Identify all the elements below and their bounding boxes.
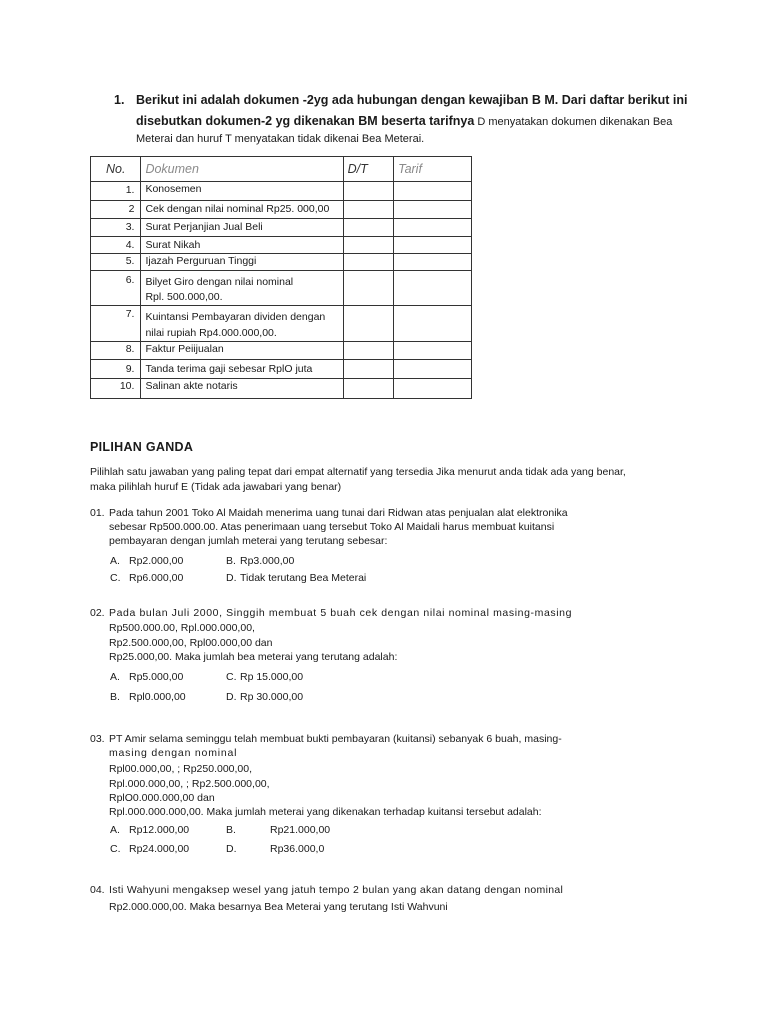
row-dt-cell[interactable] [343, 360, 393, 379]
question-text-line: Rpl.000.000.000,00. Maka jumlah meterai yang dikenakan terhadap kuitansi tersebut adalah: [109, 806, 542, 818]
row-dokumen-line-2: Rpl. 500.000,00. [145, 291, 223, 303]
option-text[interactable]: Tidak terutang Bea Meterai [240, 572, 367, 584]
row-tarif-cell[interactable] [394, 379, 472, 399]
row-dt-cell[interactable] [343, 342, 393, 360]
question-1-number: 1. [114, 93, 125, 107]
section-title: PILIHAN GANDA [90, 440, 194, 454]
option-text[interactable]: Rp 15.000,00 [240, 671, 304, 683]
option-letter: B. [226, 555, 236, 567]
header-dt: D/T [343, 157, 393, 182]
question-text-line: Rpl00.000,00, ; Rp250.000,00, [109, 763, 253, 775]
option-letter: B. [110, 691, 120, 703]
row-tarif-cell[interactable] [394, 201, 472, 219]
row-dokumen: Faktur Peiijualan [141, 342, 343, 360]
question-number: 04. [90, 884, 105, 896]
row-dokumen: Tanda terima gaji sebesar RplO juta [141, 360, 343, 379]
option-letter: A. [110, 555, 120, 567]
table-row [91, 342, 472, 360]
row-no: 7. [91, 306, 141, 342]
row-tarif-cell[interactable] [394, 360, 472, 379]
option-letter: C. [110, 843, 121, 855]
option-text[interactable]: Rp6.000,00 [129, 572, 184, 584]
question-1-line-2-bold: disebutkan dokumen-2 yg dikenakan BM beserta tarifnya [136, 114, 475, 128]
table-row [91, 306, 472, 342]
row-dt-cell[interactable] [343, 254, 393, 271]
option-text[interactable]: Rp24.000,00 [129, 843, 190, 855]
header-no: No. [91, 157, 141, 182]
row-dokumen: Cek dengan nilai nominal Rp25. 000,00 [141, 201, 343, 219]
instructions-line-1: Pilihlah satu jawaban yang paling tepat dari empat alternatif yang tersedia Jika menurut anda tidak ada yang benar, [90, 466, 626, 478]
table-row [91, 360, 472, 379]
question-text-line: masing dengan nominal [109, 747, 238, 759]
row-tarif-cell[interactable] [394, 254, 472, 271]
row-tarif-cell[interactable] [394, 342, 472, 360]
row-dokumen [141, 306, 343, 342]
option-text[interactable]: Rpl0.000,00 [129, 691, 186, 703]
question-text-line: Rp500.000.00, Rpl.000.000,00, [109, 622, 255, 634]
question-text-line: PT Amir selama seminggu telah membuat bukti pembayaran (kuitansi) sebanyak 6 buah, masing- [109, 733, 562, 745]
option-letter: D. [226, 572, 237, 584]
table-row [91, 237, 472, 254]
table-row [91, 219, 472, 237]
question-text-line: Pada bulan Juli 2000, Singgih membuat 5 buah cek dengan nilai nominal masing-masing [109, 607, 573, 619]
row-tarif-cell[interactable] [394, 306, 472, 342]
row-tarif-cell[interactable] [394, 271, 472, 306]
table-row [91, 182, 472, 201]
question-1-line-2 [136, 114, 672, 128]
table-row [91, 271, 472, 306]
question-text-line: pembayaran dengan jumlah meterai yang terutang sebesar: [109, 535, 388, 547]
row-dokumen-line-2: nilai rupiah Rp4.000.000,00. [145, 327, 277, 339]
row-dt-cell[interactable] [343, 219, 393, 237]
question-1-line-2-rest: D menyatakan dokumen dikenakan Bea [474, 116, 673, 128]
row-dt-cell[interactable] [343, 201, 393, 219]
row-dokumen: Konosemen [141, 182, 343, 201]
question-1-line-3: Meterai dan huruf T menyatakan tidak dikenai Bea Meterai. [136, 133, 425, 145]
option-text[interactable]: Rp21.000,00 [270, 824, 331, 836]
option-letter: A. [110, 824, 120, 836]
row-dokumen: Surat Nikah [141, 237, 343, 254]
row-dt-cell[interactable] [343, 182, 393, 201]
row-dt-cell[interactable] [343, 306, 393, 342]
row-no: 5. [91, 254, 141, 271]
option-text[interactable]: Rp5.000,00 [129, 671, 184, 683]
row-tarif-cell[interactable] [394, 182, 472, 201]
option-text[interactable]: Rp12.000,00 [129, 824, 190, 836]
row-tarif-cell[interactable] [394, 237, 472, 254]
row-no: 3. [91, 219, 141, 237]
question-1-line-1: Berikut ini adalah dokumen -2yg ada hubungan dengan kewajiban B M. Dari daftar berikut ini [136, 93, 688, 107]
row-dokumen [141, 271, 343, 306]
row-no: 1. [91, 182, 141, 201]
row-dokumen-line-1: Bilyet Giro dengan nilai nominal [145, 276, 294, 288]
question-text-line: sebesar Rp500.000.00. Atas penerimaan uang tersebut Toko Al Maidali harus membuat kuitansi [109, 521, 555, 533]
header-tarif: Tarif [394, 157, 472, 182]
question-text-line: Rpl.000.000,00, ; Rp2.500.000,00, [109, 778, 270, 790]
table-row [91, 254, 472, 271]
option-text[interactable]: Rp2.000,00 [129, 555, 184, 567]
option-letter: C. [110, 572, 121, 584]
document-table [90, 156, 472, 399]
row-no: 9. [91, 360, 141, 379]
option-letter: B. [226, 824, 236, 836]
question-text-line: Rp2.000.000,00. Maka besarnya Bea Meterai yang terutang Isti Wahvuni [109, 901, 448, 913]
table-row [91, 379, 472, 399]
row-dt-cell[interactable] [343, 271, 393, 306]
question-text-line: Isti Wahyuni mengaksep wesel yang jatuh tempo 2 bulan yang akan datang dengan nominal [109, 884, 564, 896]
row-dokumen-line-1: Kuintansi Pembayaran dividen dengan [145, 311, 326, 323]
table-header-row [91, 157, 472, 182]
header-dokumen: Dokumen [141, 157, 343, 182]
question-number: 01. [90, 507, 105, 519]
row-dokumen: Ijazah Perguruan Tinggi [141, 254, 343, 271]
row-no: 8. [91, 342, 141, 360]
option-letter: D. [226, 843, 237, 855]
question-number: 02. [90, 607, 105, 619]
table-row [91, 201, 472, 219]
row-dt-cell[interactable] [343, 237, 393, 254]
row-no: 10. [91, 379, 141, 399]
option-letter: A. [110, 671, 120, 683]
question-text-line: Rp2.500.000,00, Rpl00.000,00 dan [109, 637, 273, 649]
question-text-line: RplO0.000.000,00 dan [109, 792, 215, 804]
question-text-line: Rp25.000,00. Maka jumlah bea meterai yang terutang adalah: [109, 651, 398, 663]
row-no: 4. [91, 237, 141, 254]
option-letter: C. [226, 671, 237, 683]
row-dokumen: Salinan akte notaris [141, 379, 343, 399]
question-text-line: Pada tahun 2001 Toko Al Maidah menerima uang tunai dari Ridwan atas penjualan alat elektronika [109, 507, 568, 519]
row-no: 6. [91, 271, 141, 306]
row-tarif-cell[interactable] [394, 219, 472, 237]
row-no: 2 [91, 201, 141, 219]
row-dokumen: Surat Perjanjian Jual Beli [141, 219, 343, 237]
option-text[interactable]: Rp36.000,0 [270, 843, 325, 855]
option-text[interactable]: Rp 30.000,00 [240, 691, 304, 703]
instructions-line-2: maka pilihlah huruf E (Tidak ada jawabari yang benar) [90, 481, 342, 493]
option-letter: D. [226, 691, 237, 703]
question-number: 03. [90, 733, 105, 745]
option-text[interactable]: Rp3.000,00 [240, 555, 295, 567]
row-dt-cell[interactable] [343, 379, 393, 399]
